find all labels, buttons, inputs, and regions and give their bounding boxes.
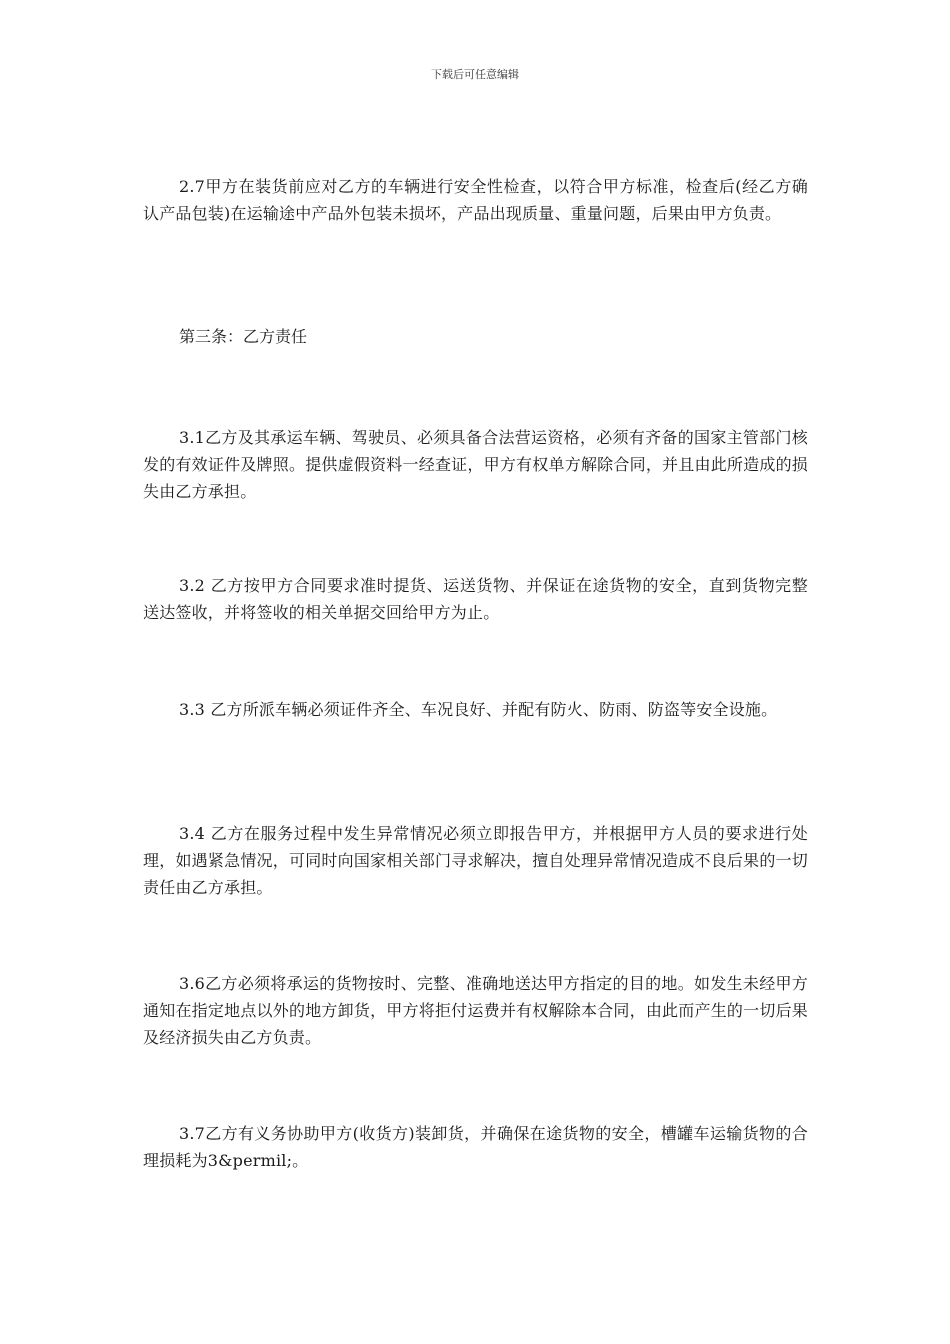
clause-3-4: 3.4 乙方在服务过程中发生异常情况必须立即报告甲方，并根据甲方人员的要求进行处理，如遇紧急情况，可同时向国家相关部门寻求解决，擅自处理异常情况造成不良后果的一切责任由乙方承担。 [143, 824, 808, 897]
section-heading-article-3: 第三条：乙方责任 [179, 327, 308, 346]
page-header-note: 下载后可任意编辑 [431, 68, 519, 81]
clause-3-1: 3.1乙方及其承运车辆、驾驶员、必须具备合法营运资格，必须有齐备的国家主管部门核发的有效证件及牌照。提供虚假资料一经查证，甲方有权单方解除合同，并且由此所造成的损失由乙方承担。 [143, 428, 808, 501]
clause-3-6: 3.6乙方必须将承运的货物按时、完整、准确地送达甲方指定的目的地。如发生未经甲方通知在指定地点以外的地方卸货，甲方将拒付运费并有权解除本合同，由此而产生的一切后果及经济损失由乙方负责。 [143, 974, 808, 1047]
clause-3-3: 3.3 乙方所派车辆必须证件齐全、车况良好、并配有防火、防雨、防盗等安全设施。 [179, 700, 778, 719]
clause-3-2: 3.2 乙方按甲方合同要求准时提货、运送货物、并保证在途货物的安全，直到货物完整送达签收，并将签收的相关单据交回给甲方为止。 [143, 576, 808, 622]
clause-3-7: 3.7乙方有义务协助甲方(收货方)装卸货，并确保在途货物的安全，槽罐车运输货物的合理损耗为3&permil;。 [143, 1124, 808, 1170]
clause-2-7: 2.7甲方在装货前应对乙方的车辆进行安全性检查，以符合甲方标准，检查后(经乙方确认产品包装)在运输途中产品外包装未损坏，产品出现质量、重量问题，后果由甲方负责。 [143, 177, 808, 223]
